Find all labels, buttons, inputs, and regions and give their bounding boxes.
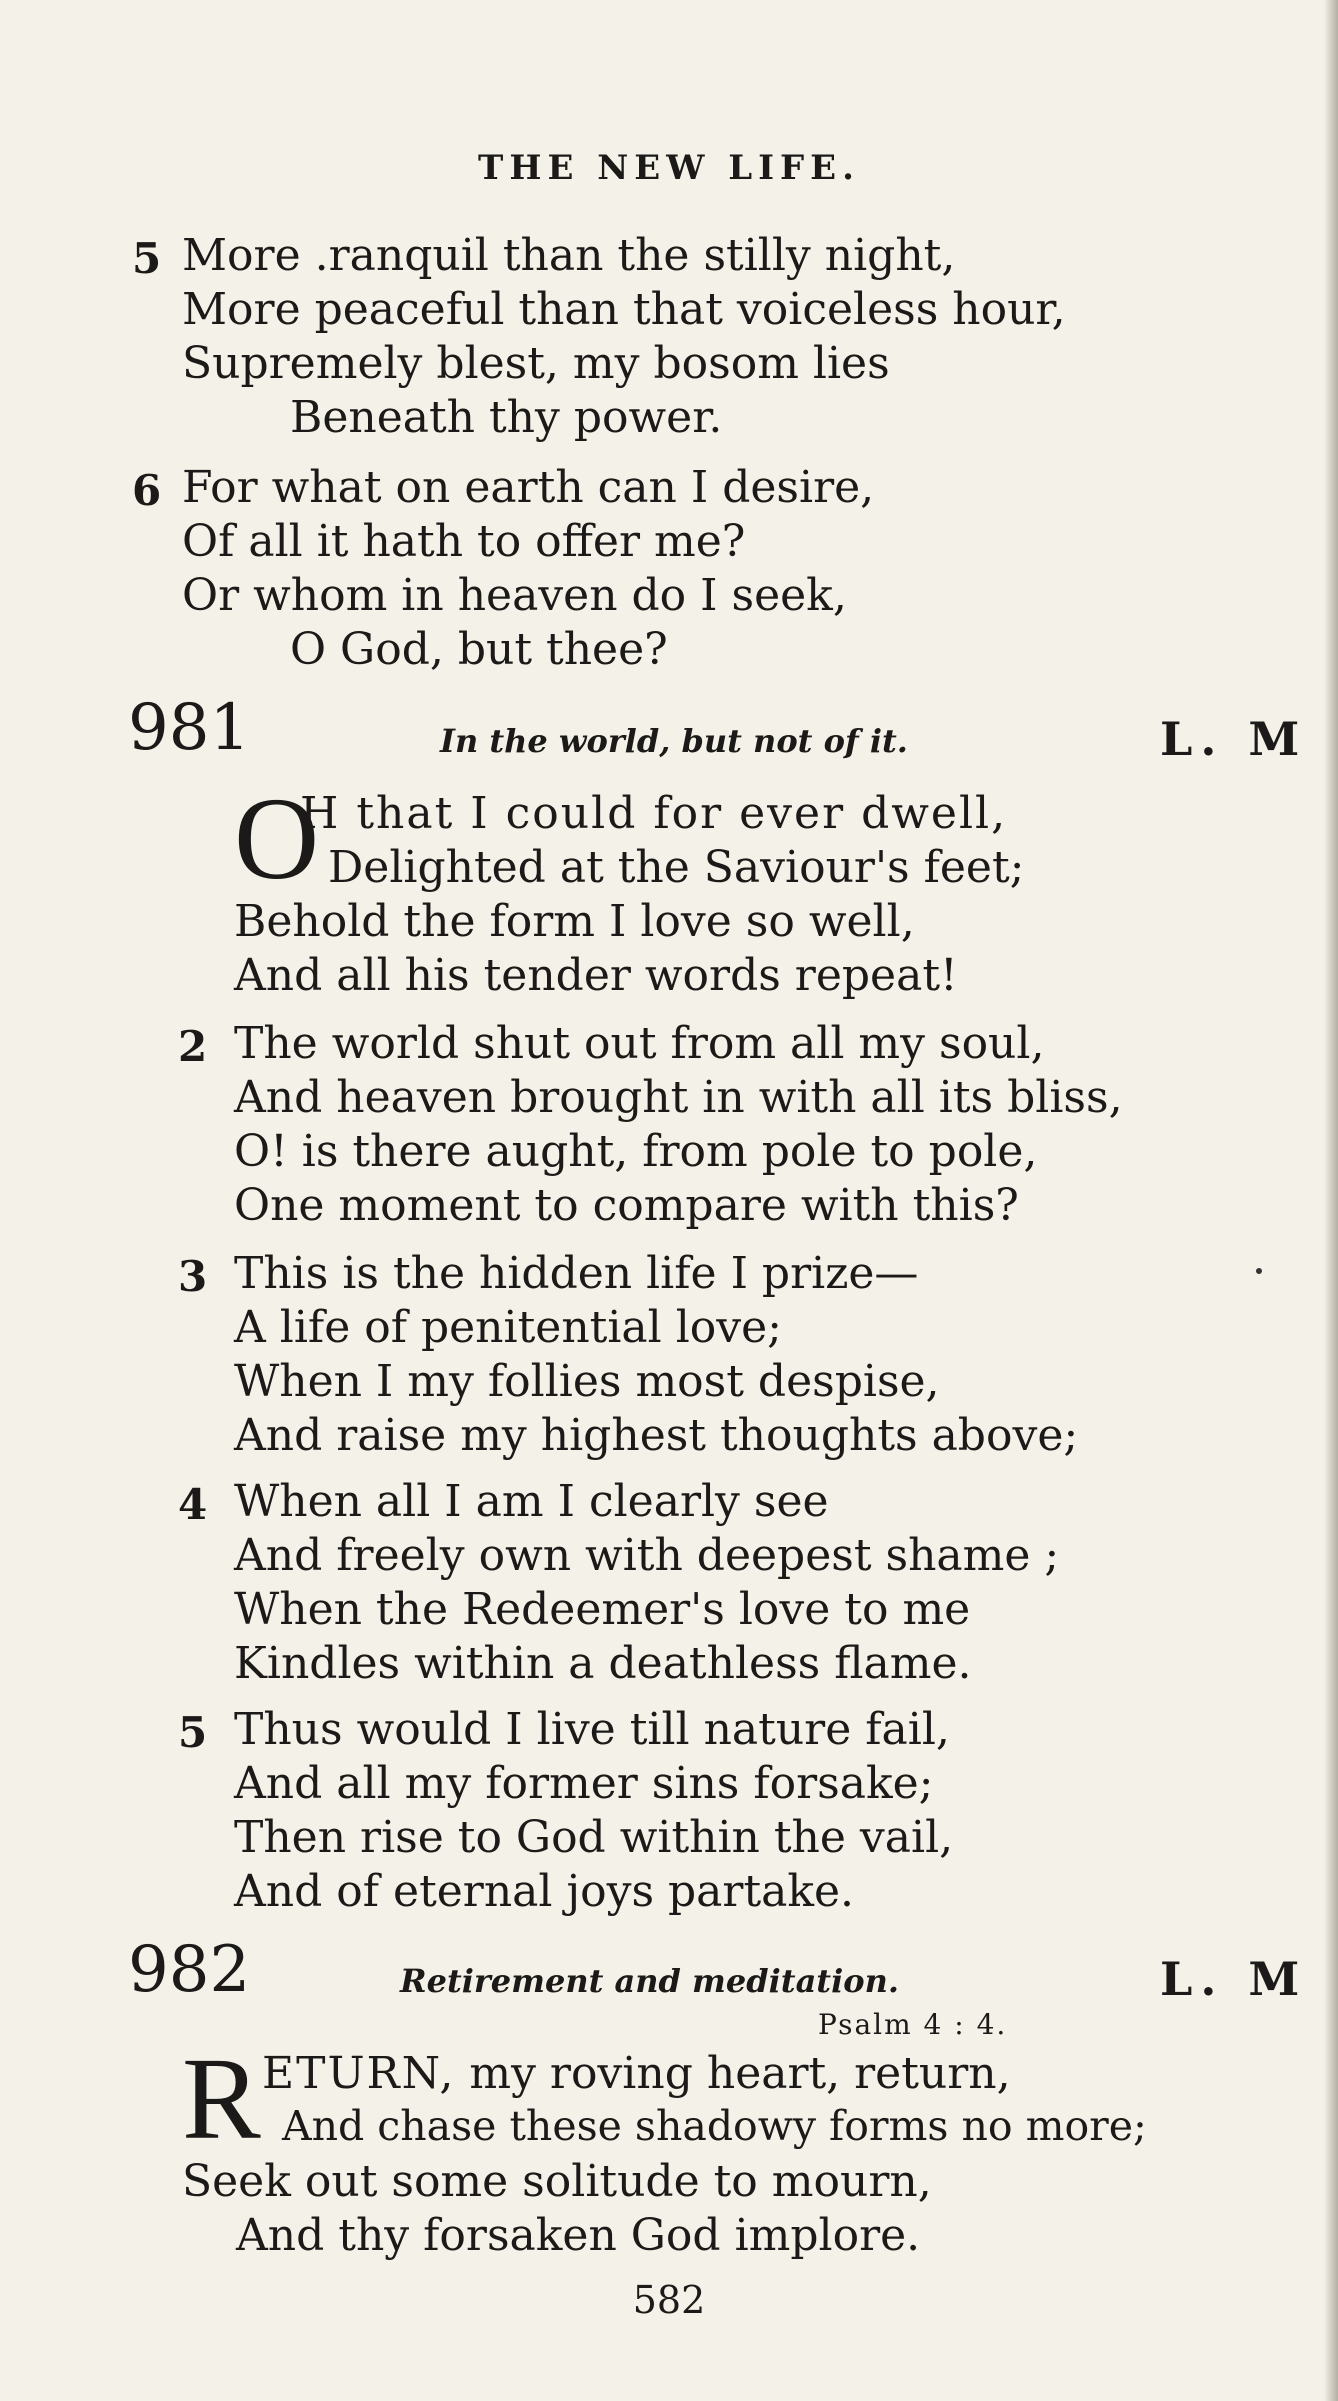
verse-line: One moment to compare with this? (234, 1180, 1019, 1231)
verse-number: 6 (132, 466, 162, 515)
hymn-number: 982 (128, 1933, 251, 2007)
verse-line: The world shut out from all my soul, (234, 1018, 1045, 1069)
hymn-meter: L. M (1160, 1952, 1308, 2006)
drop-cap: R (182, 2033, 261, 2164)
drop-cap: O (234, 773, 320, 904)
verse-line: O God, but thee? (290, 624, 668, 675)
hymn-number: 981 (128, 691, 251, 765)
verse-line: Of all it hath to offer me? (182, 516, 746, 567)
print-speck (1256, 1268, 1262, 1274)
verse-line: Or whom in heaven do I seek, (182, 570, 847, 621)
verse-number: 4 (178, 1480, 208, 1529)
first-line-rest: my roving heart, return, (455, 2048, 1011, 2099)
verse-number: 2 (178, 1022, 208, 1071)
verse-line: When all I am I clearly see (234, 1476, 829, 1527)
verse-line: And raise my highest thoughts above; (234, 1410, 1079, 1461)
verse-number: 5 (178, 1708, 208, 1757)
verse-line: More .ranquil than the stilly night, (182, 230, 956, 281)
verse-line (262, 2048, 1011, 2099)
verse-line: When I my follies most despise, (234, 1356, 940, 1407)
hymn-meter: L. M (1160, 712, 1308, 766)
verse-line: A life of penitential love; (234, 1302, 782, 1353)
running-head: THE NEW LIFE. (478, 148, 860, 188)
verse-line: Beneath thy power. (290, 392, 723, 443)
hymn-title: In the world, but not of it. (440, 722, 908, 760)
verse-line: And all my former sins forsake; (234, 1758, 934, 1809)
verse-line: When the Redeemer's love to me (234, 1584, 971, 1635)
verse-line: This is the hidden life I prize— (234, 1248, 919, 1299)
verse-line: Behold the form I love so well, (234, 896, 915, 947)
page-edge-shadow (1324, 0, 1338, 2401)
verse-number: 3 (178, 1252, 208, 1301)
verse-line: And freely own with deepest shame ; (234, 1530, 1060, 1581)
verse-line: And all his tender words repeat! (234, 950, 958, 1001)
verse-line: And heaven brought in with all its bliss, (234, 1072, 1123, 1123)
first-word-caps: ETURN, (262, 2048, 456, 2099)
verse-line: Supremely blest, my bosom lies (182, 338, 890, 389)
verse-line: H that I could for ever dwell, (300, 788, 1008, 839)
verse-line: Seek out some solitude to mourn, (182, 2156, 932, 2207)
hymn-title: Retirement and meditation. (400, 1962, 899, 2000)
verse-line: Delighted at the Saviour's feet; (328, 842, 1025, 893)
page-number: 582 (632, 2278, 706, 2322)
verse-line: And chase these shadowy forms no more; (282, 2102, 1147, 2150)
verse-line: O! is there aught, from pole to pole, (234, 1126, 1038, 1177)
verse-line: Thus would I live till nature fail, (234, 1704, 950, 1755)
verse-line: For what on earth can I desire, (182, 462, 875, 513)
verse-line: More peaceful than that voiceless hour, (182, 284, 1066, 335)
scripture-reference: Psalm 4 : 4. (818, 2008, 1008, 2041)
verse-line: Kindles within a deathless flame. (234, 1638, 972, 1689)
verse-line: And thy forsaken God implore. (236, 2210, 921, 2261)
verse-number: 5 (132, 234, 162, 283)
verse-line: Then rise to God within the vail, (234, 1812, 954, 1863)
verse-line: And of eternal joys partake. (234, 1866, 855, 1917)
